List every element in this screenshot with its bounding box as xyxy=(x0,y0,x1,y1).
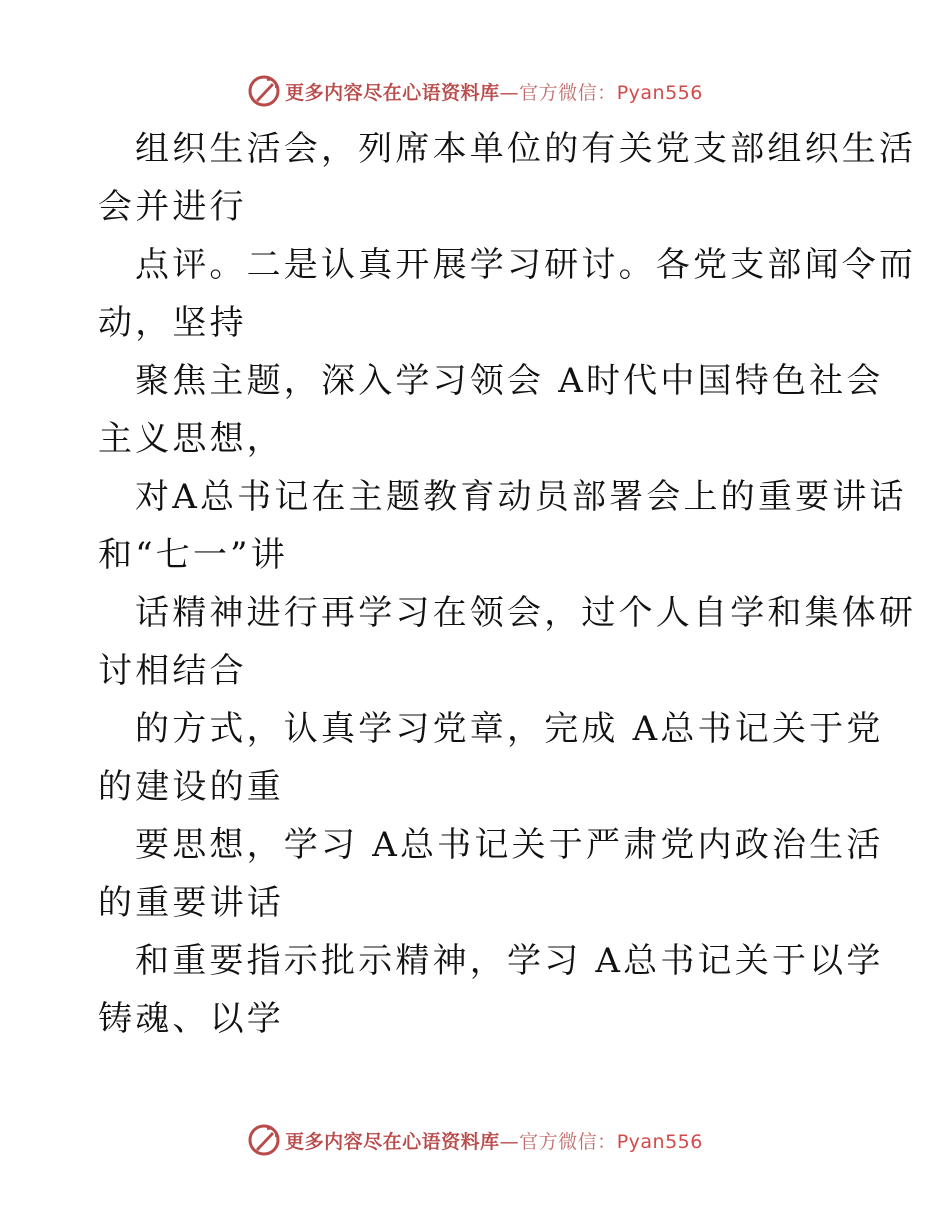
banner-wechat-label: 官方微信： xyxy=(519,1130,617,1153)
text-line: 的方式，认真学习党章，完成 A总书记关于党 xyxy=(135,709,884,749)
text-line: 话精神进行再学习在领会，过个人自学和集体研 xyxy=(135,593,917,633)
quill-seal-icon xyxy=(247,74,281,108)
text-line: 和重要指示批示精神，学习 A总书记关于以学 xyxy=(135,941,884,981)
text-line: 要思想，学习 A总书记关于严肃党内政治生活 xyxy=(135,825,884,865)
footer-banner xyxy=(0,1120,950,1160)
text-line: 点评。二是认真开展学习研讨。各党支部闻令而 xyxy=(135,245,917,285)
text-line: 对A总书记在主题教育动员部署会上的重要讲话 xyxy=(135,477,907,517)
text-line: 聚焦主题，深入学习领会 A时代中国特色社会 xyxy=(135,361,884,401)
quill-seal-icon xyxy=(247,1123,281,1157)
text-line: 动，坚持 xyxy=(98,303,247,343)
banner-wechat-id: Pyan556 xyxy=(616,1130,703,1153)
banner-wechat-label: 官方微信： xyxy=(519,81,617,104)
text-line: 的重要讲话 xyxy=(98,883,284,923)
text-line: 组织生活会，列席本单位的有关党支部组织生活 xyxy=(135,129,917,169)
banner-separator: — xyxy=(499,1130,520,1153)
text-line: 和“七一”讲 xyxy=(98,535,288,575)
text-line: 的建设的重 xyxy=(98,767,284,807)
text-line: 讨相结合 xyxy=(98,651,247,691)
header-banner xyxy=(0,71,950,111)
banner-title: 更多内容尽在心语资料库 xyxy=(285,1130,500,1153)
banner-wechat-id: Pyan556 xyxy=(616,81,703,104)
banner-separator: — xyxy=(499,81,520,104)
text-line: 会并进行 xyxy=(98,187,247,227)
banner-title: 更多内容尽在心语资料库 xyxy=(285,81,500,104)
text-line: 铸魂、以学 xyxy=(98,999,284,1039)
text-line: 主义思想， xyxy=(98,419,284,459)
